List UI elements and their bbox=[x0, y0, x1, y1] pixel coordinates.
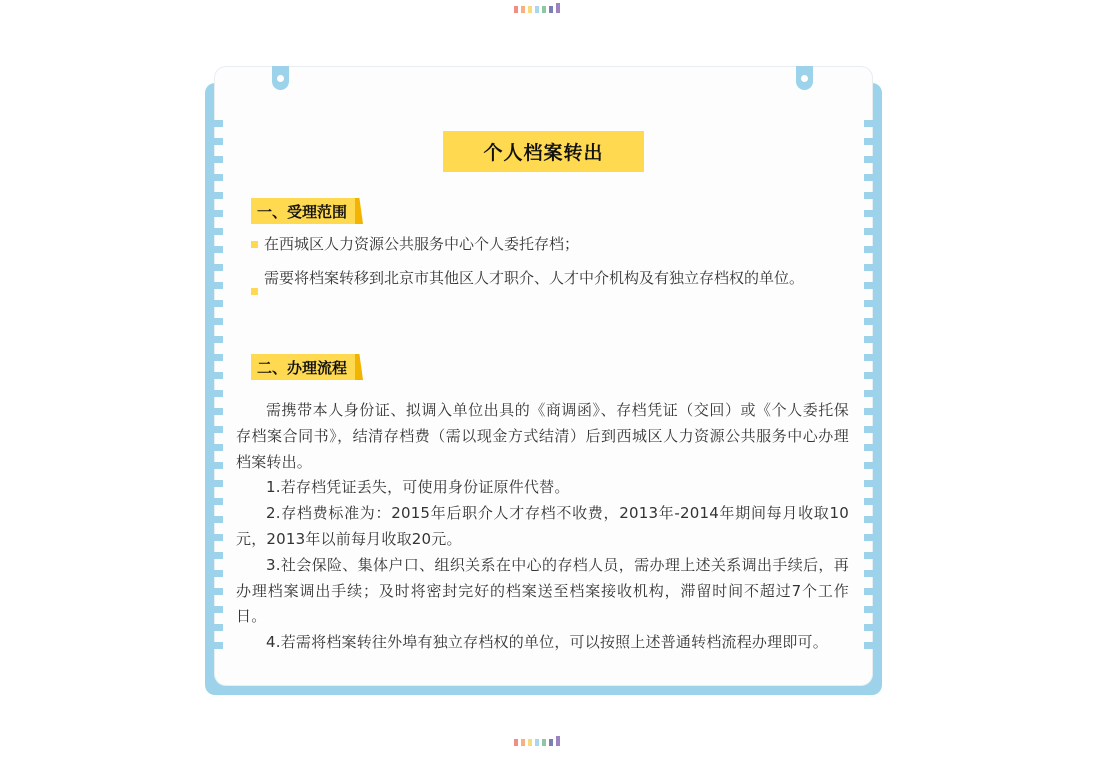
paragraph: 需携带本人身份证、拟调入单位出具的《商调函》、存档凭证（交回）或《个人委托保存档案合同书》，结清存档费（需以现金方式结清）后到西城区人力资源公共服务中心办理档案转出。 bbox=[236, 401, 849, 471]
decor-bar bbox=[556, 3, 560, 13]
binder-ring-icon bbox=[796, 66, 813, 90]
top-decoration bbox=[514, 3, 560, 13]
page-title: 个人档案转出 bbox=[483, 142, 604, 164]
paragraph: 3.社会保险、集体户口、组织关系在中心的存档人员，需办理上述关系调出手续后，再办理档案调出手续；及时将密封完好的档案送至档案接收机构，滞留时间不超过7个工作日。 bbox=[236, 555, 849, 626]
decor-bar bbox=[549, 739, 553, 746]
decor-bar bbox=[542, 739, 546, 746]
list-item bbox=[251, 266, 841, 295]
decor-bar bbox=[549, 6, 553, 13]
decor-bar bbox=[521, 739, 525, 746]
list-item-text: 在西城区人力资源公共服务中心个人委托存档； bbox=[264, 235, 580, 253]
paragraph: 4.若需将档案转往外埠有独立存档权的单位，可以按照上述普通转档流程办理即可。 bbox=[266, 633, 828, 652]
bottom-decoration bbox=[514, 736, 560, 746]
decor-bar bbox=[514, 739, 518, 746]
binder-ring-icon bbox=[272, 66, 289, 90]
list-item bbox=[251, 232, 841, 257]
paragraph: 1.若存档凭证丢失，可使用身份证原件代替。 bbox=[266, 478, 570, 497]
list-item-text: 需要将档案转移到北京市其他区人才职介、人才中介机构及有独立存档权的单位。 bbox=[264, 269, 805, 287]
decor-bar bbox=[528, 739, 532, 746]
section-heading-process: 二、办理流程 bbox=[251, 354, 359, 380]
card-right-edge bbox=[864, 120, 873, 660]
decor-bar bbox=[556, 736, 560, 746]
decor-bar bbox=[514, 6, 518, 13]
card-left-edge bbox=[214, 120, 223, 660]
bullet-square-icon bbox=[251, 241, 258, 248]
page-title-box bbox=[443, 131, 644, 172]
decor-bar bbox=[542, 6, 546, 13]
decor-bar bbox=[521, 6, 525, 13]
section-heading-scope: 一、受理范围 bbox=[251, 198, 359, 224]
decor-bar bbox=[535, 6, 539, 13]
paragraph: 2.存档费标准为：2015年后职介人才存档不收费，2013年-2014年期间每月收取10元，2013年以前每月收取20元。 bbox=[236, 504, 849, 548]
decor-bar bbox=[528, 6, 532, 13]
decor-bar bbox=[535, 739, 539, 746]
process-description bbox=[236, 398, 849, 656]
bullet-square-icon bbox=[251, 288, 258, 295]
